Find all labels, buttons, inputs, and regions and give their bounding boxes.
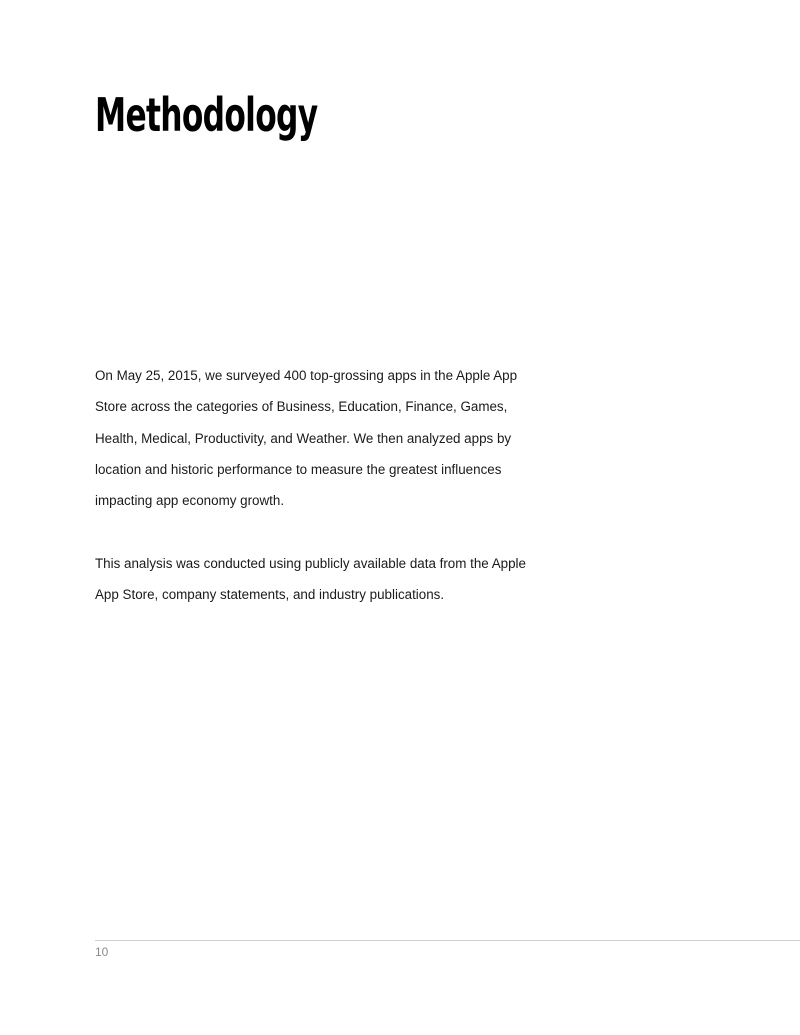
footer-divider	[95, 940, 800, 941]
methodology-paragraph-survey: On May 25, 2015, we surveyed 400 top-grossing apps in the Apple App Store across the categories of Business, Education, Finance, Games, Health, Medical, Productivity, and Weather. We then analyzed apps by location and historic performance to measure the greatest influences impacting app economy growth.	[95, 368, 518, 509]
page-number: 10	[95, 945, 109, 959]
methodology-paragraph-sources: This analysis was conducted using publicly available data from the Apple App Store, company statements, and industry publications.	[95, 555, 526, 603]
body-text	[95, 360, 535, 610]
page-title: Methodology	[95, 88, 318, 142]
